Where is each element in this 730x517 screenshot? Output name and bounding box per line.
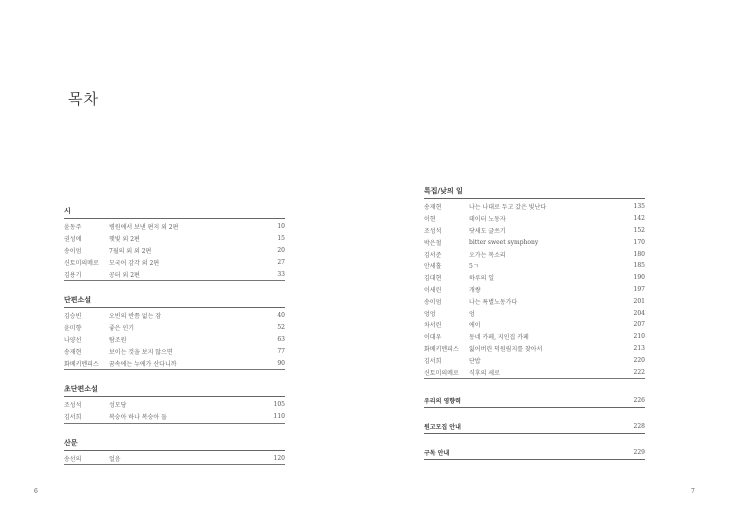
toc-section (64, 295, 285, 370)
entry-page: 27 (277, 258, 285, 266)
toc-entry (64, 233, 285, 245)
entry-author: 송재현 (424, 204, 442, 212)
toc-right-column (424, 186, 645, 473)
toc-entry (64, 453, 285, 466)
entry-page: 197 (633, 285, 645, 293)
entry-title: 개썅 (469, 286, 481, 294)
toc-entry (424, 225, 645, 237)
entry-author: 송선의 (64, 455, 82, 463)
entry-page: 204 (633, 309, 645, 317)
special-row-page: 226 (633, 397, 645, 405)
page-title: 목차 (68, 90, 99, 108)
entry-author: 엉엉 (424, 310, 436, 318)
entry-page: 170 (633, 238, 645, 246)
entry-page: 210 (633, 333, 645, 341)
entry-title: 동네 카페, 지인집 카페 (469, 334, 529, 342)
entry-page: 190 (633, 274, 645, 282)
toc-entry (424, 213, 645, 225)
entry-page: 152 (633, 226, 645, 234)
entry-page: 15 (277, 235, 285, 243)
entry-author: 안세홀 (424, 263, 442, 271)
section-title: 단편소설 (64, 295, 285, 308)
entry-title: 꿈속에는 누에가 산다니까 (109, 360, 177, 368)
entry-author: 조성석 (424, 227, 442, 235)
entry-author: 나양선 (64, 336, 82, 344)
entry-author: 김승빈 (64, 313, 82, 321)
toc-entry (64, 357, 285, 370)
entry-title: 잃어버린 덕원림지를 찾아서 (469, 345, 543, 353)
special-row-label: 구독 안내 (424, 450, 450, 458)
entry-page: 207 (633, 321, 645, 329)
entry-title: 하루의 일 (469, 275, 495, 283)
entry-author: 이대우 (424, 334, 442, 342)
entry-author: 박은철 (424, 239, 442, 247)
toc-left-column (64, 206, 285, 479)
entry-page: 213 (633, 344, 645, 352)
entry-author: 윤미향 (64, 325, 82, 333)
entry-title: 오가는 목소리 (469, 251, 506, 259)
entry-author: 송재현 (64, 348, 82, 356)
entry-title: 공터 외 2편 (109, 271, 140, 279)
entry-title: 7월의 외 외 2편 (109, 247, 152, 255)
toc-section (64, 384, 285, 424)
section-title: 산문 (64, 438, 285, 451)
entry-title: 복숭아 하나 복숭아 둘 (109, 414, 167, 422)
toc-section (424, 186, 645, 379)
page-number-right: 7 (691, 488, 695, 495)
toc-entry (424, 354, 645, 366)
entry-title: 5ㄱ (469, 263, 479, 271)
toc-entry (64, 245, 285, 257)
toc-entry (424, 248, 645, 260)
entry-title: 오빈의 반쯤 없는 잠 (109, 313, 162, 321)
entry-author: 김대현 (424, 275, 442, 283)
entry-title: 식후의 세로 (469, 369, 500, 377)
entry-author: 이세린 (424, 286, 442, 294)
toc-section (64, 438, 285, 466)
entry-author: 신토미의메로 (64, 259, 99, 267)
section-title: 시 (64, 206, 285, 219)
entry-page: 120 (273, 454, 285, 462)
entry-page: 220 (633, 356, 645, 364)
toc-entry (64, 221, 285, 233)
toc-section (64, 206, 285, 281)
toc-entry (424, 284, 645, 296)
entry-author: 조성석 (64, 402, 82, 410)
section-title: 특집/낮의 일 (424, 186, 645, 199)
page-number-left: 6 (34, 488, 38, 495)
toc-entry (424, 201, 645, 213)
entry-title: 좋은 인기 (109, 325, 135, 333)
entry-title: 얼음 (109, 455, 121, 463)
entry-page: 180 (633, 250, 645, 258)
entry-title: 단밥 (469, 357, 481, 365)
entry-page: 105 (273, 401, 285, 409)
toc-entry (64, 268, 285, 281)
entry-author: 신토미의메로 (424, 369, 459, 377)
entry-title: 햇빛 외 2편 (109, 236, 140, 244)
entry-title: 데이터 노동자 (469, 216, 506, 224)
toc-entry (64, 345, 285, 357)
entry-author: 김서준 (424, 251, 442, 259)
entry-author: 화베키멘피스 (424, 345, 459, 353)
toc-entry (64, 256, 285, 268)
special-row-label: 우리의 영향력 (424, 398, 461, 406)
entry-author: 김용기 (64, 271, 82, 279)
entry-page: 20 (277, 246, 285, 254)
special-row-page: 228 (633, 423, 645, 431)
entry-page: 222 (633, 368, 645, 376)
toc-entry (424, 272, 645, 284)
entry-page: 185 (633, 262, 645, 270)
toc-entry (424, 366, 645, 379)
entry-page: 63 (277, 335, 285, 343)
toc-entry (64, 322, 285, 334)
entry-author: 윤동주 (64, 224, 82, 232)
toc-entry (64, 310, 285, 322)
entry-page: 90 (277, 359, 285, 367)
toc-entry (424, 260, 645, 272)
special-row-page: 229 (633, 449, 645, 457)
toc-entry (64, 411, 285, 424)
entry-page: 52 (277, 324, 285, 332)
entry-title: 나는 특별노동가다 (469, 298, 518, 306)
toc-entry (424, 331, 645, 343)
special-toc-row (424, 395, 645, 408)
entry-author: 송이엄 (64, 247, 82, 255)
entry-title: 에이 (469, 322, 481, 330)
entry-title: 탐조원 (109, 336, 127, 344)
entry-author: 화베키멘피스 (64, 360, 99, 368)
entry-title: bitter sweet symphony (469, 238, 539, 246)
entry-page: 77 (277, 347, 285, 355)
toc-entry (64, 399, 285, 411)
entry-title: 엉 (469, 310, 475, 318)
entry-title: 성모당 (109, 402, 127, 410)
toc-entry (64, 334, 285, 346)
entry-title: 보이는 것을 보지 않으면 (109, 348, 173, 356)
entry-author: 송이엄 (424, 298, 442, 306)
entry-page: 135 (633, 203, 645, 211)
toc-entry (424, 307, 645, 319)
entry-page: 40 (277, 312, 285, 320)
special-toc-row (424, 447, 645, 460)
entry-author: 차서린 (424, 322, 442, 330)
entry-author: 김서희 (64, 414, 82, 422)
entry-author: 이현 (424, 216, 436, 224)
toc-entry (424, 343, 645, 355)
entry-page: 33 (277, 270, 285, 278)
entry-title: 나는 나대로 두고 갔은 빛난다 (469, 204, 547, 212)
entry-page: 142 (633, 215, 645, 223)
toc-entry (424, 319, 645, 331)
special-row-label: 원고모집 안내 (424, 424, 461, 432)
special-toc-row (424, 421, 645, 434)
entry-title: 모국어 감각 외 2편 (109, 259, 160, 267)
toc-entry (424, 295, 645, 307)
entry-title: 닷새도 글쓰기 (469, 227, 506, 235)
entry-author: 권성애 (64, 236, 82, 244)
entry-page: 201 (633, 297, 645, 305)
entry-page: 110 (273, 413, 285, 421)
entry-title: 병원에서 보낸 편지 외 2편 (109, 224, 179, 232)
entry-page: 10 (277, 223, 285, 231)
toc-entry (424, 236, 645, 248)
section-title: 초단편소설 (64, 384, 285, 397)
entry-author: 김서희 (424, 357, 442, 365)
